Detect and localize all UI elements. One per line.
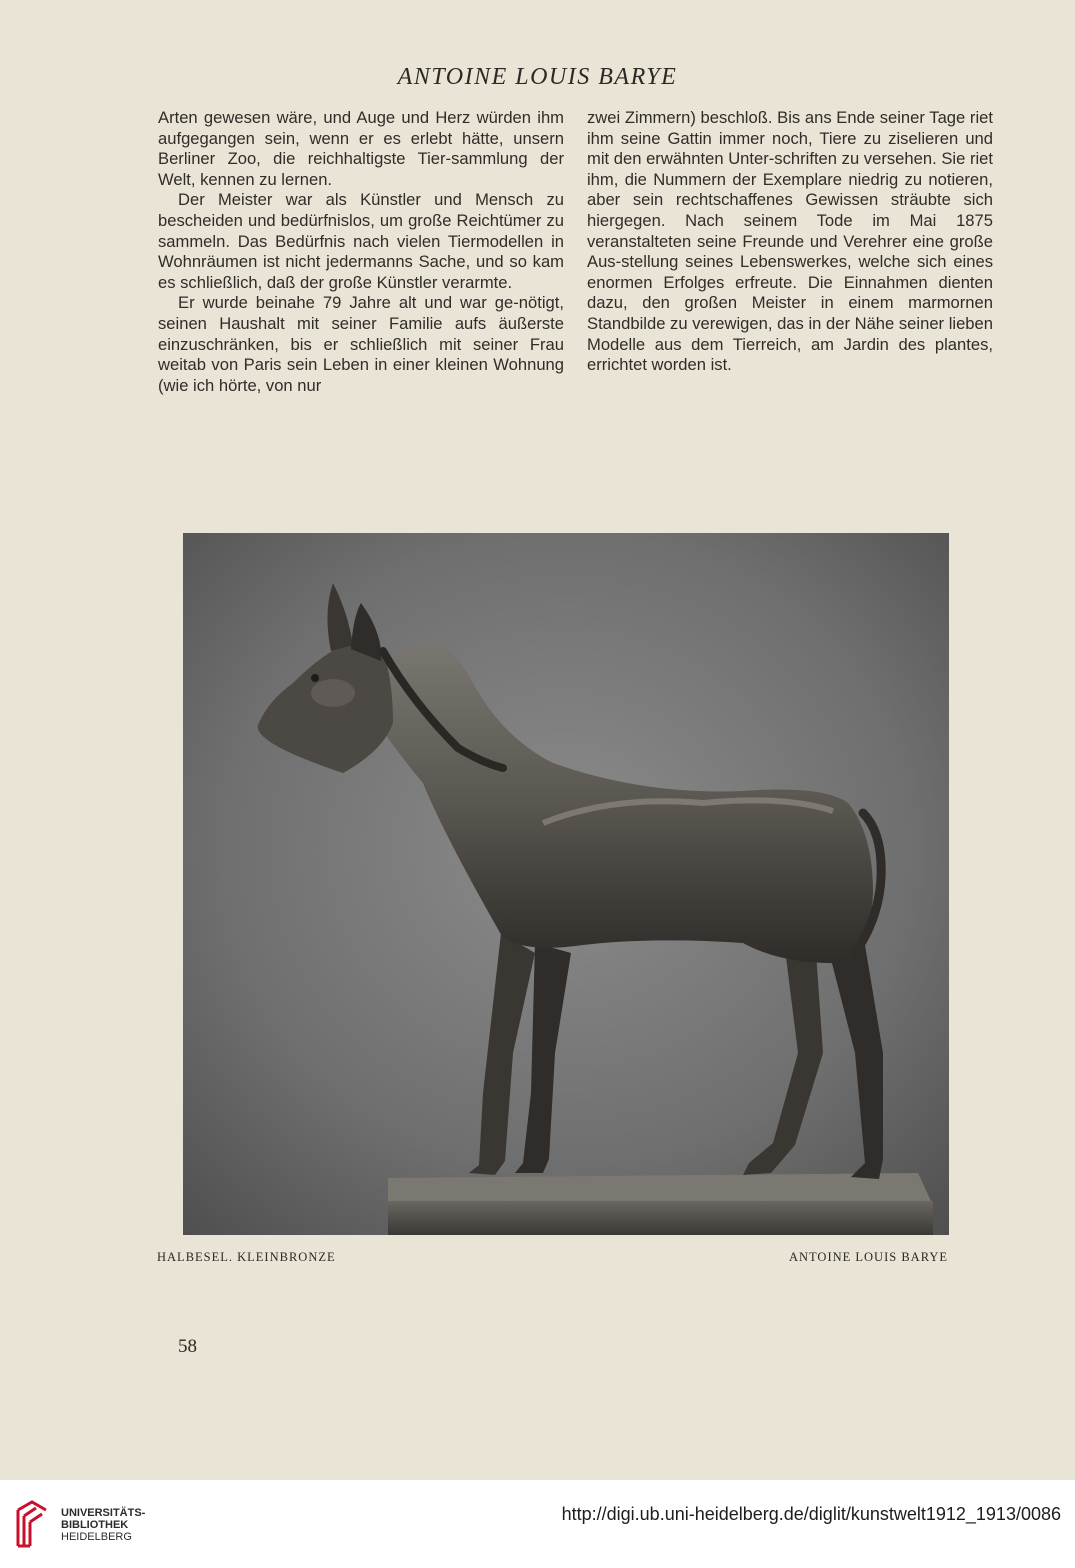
figure-caption-artist: ANTOINE LOUIS BARYE <box>788 1250 948 1264</box>
paragraph: Arten gewesen wäre, und Auge und Herz würden ihm aufgegangen sein, wenn er es erlebt hätte, unsern Berliner Zoo, die reichhaltigste Tier-sammlung der Welt, kennen zu lernen. <box>158 108 564 189</box>
library-name-line: BIBLIOTHEK <box>61 1519 129 1531</box>
footer-bar <box>0 1480 1075 1568</box>
library-name-line: HEIDELBERG <box>61 1531 132 1543</box>
source-url-link[interactable]: http://digi.ub.uni-heidelberg.de/diglit/kunstwelt1912_1913/0086 <box>561 1504 1061 1524</box>
paragraph: zwei Zimmern) beschloß. Bis ans Ende seiner Tage riet ihm seine Gattin immer noch, Tiere zu ziselieren und mit den erwähnten Unter-schriften zu versehen. Sie riet ihm, die Nummern der Exemplare niedrig zu notieren, aber sein rechtschaffenes Gewissen sträubte sich hiergegen. Nach seinem Tode im Mai 1875 veranstalteten seine Freunde und Verehrer eine große Aus-stellung seines Lebenswerkes, welche sich eines enormen Erfolges erfreute. Die Einnahmen dienten dazu, den großen Meister in einem marmornen Standbilde zu verewigen, das in der Nähe seiner lieben Modelle aus dem Tierreich, am Jardin des plantes, errichtet worden ist. <box>587 108 993 375</box>
running-title: ANTOINE LOUIS BARYE <box>397 64 678 90</box>
paragraph: Er wurde beinahe 79 Jahre alt und war ge-nötigt, seinen Haushalt mit seiner Familie aufs äußerste einzuschränken, bis er schließlich mit seiner Frau weitab von Paris sein Leben in einer kleinen Wohnung (wie ich hörte, von nur <box>158 293 564 395</box>
text-column-right <box>587 108 993 376</box>
library-name-line: UNIVERSITÄTS- <box>61 1507 146 1519</box>
page-number: 58 <box>178 1336 197 1357</box>
library-name <box>61 1507 145 1543</box>
sculpture-photograph <box>183 533 949 1235</box>
text-column-left <box>158 108 564 396</box>
figure-caption-title: HALBESEL. KLEINBRONZE <box>157 1250 336 1264</box>
library-logo-icon <box>14 1500 54 1552</box>
paragraph: Der Meister war als Künstler und Mensch zu bescheiden und bedürfnislos, um große Reichtümer zu sammeln. Das Bedürfnis nach vielen Tiermodellen in Wohnräumen ist nicht jedermanns Sache, und so kam es schließlich, daß der große Künstler verarmte. <box>158 190 564 292</box>
